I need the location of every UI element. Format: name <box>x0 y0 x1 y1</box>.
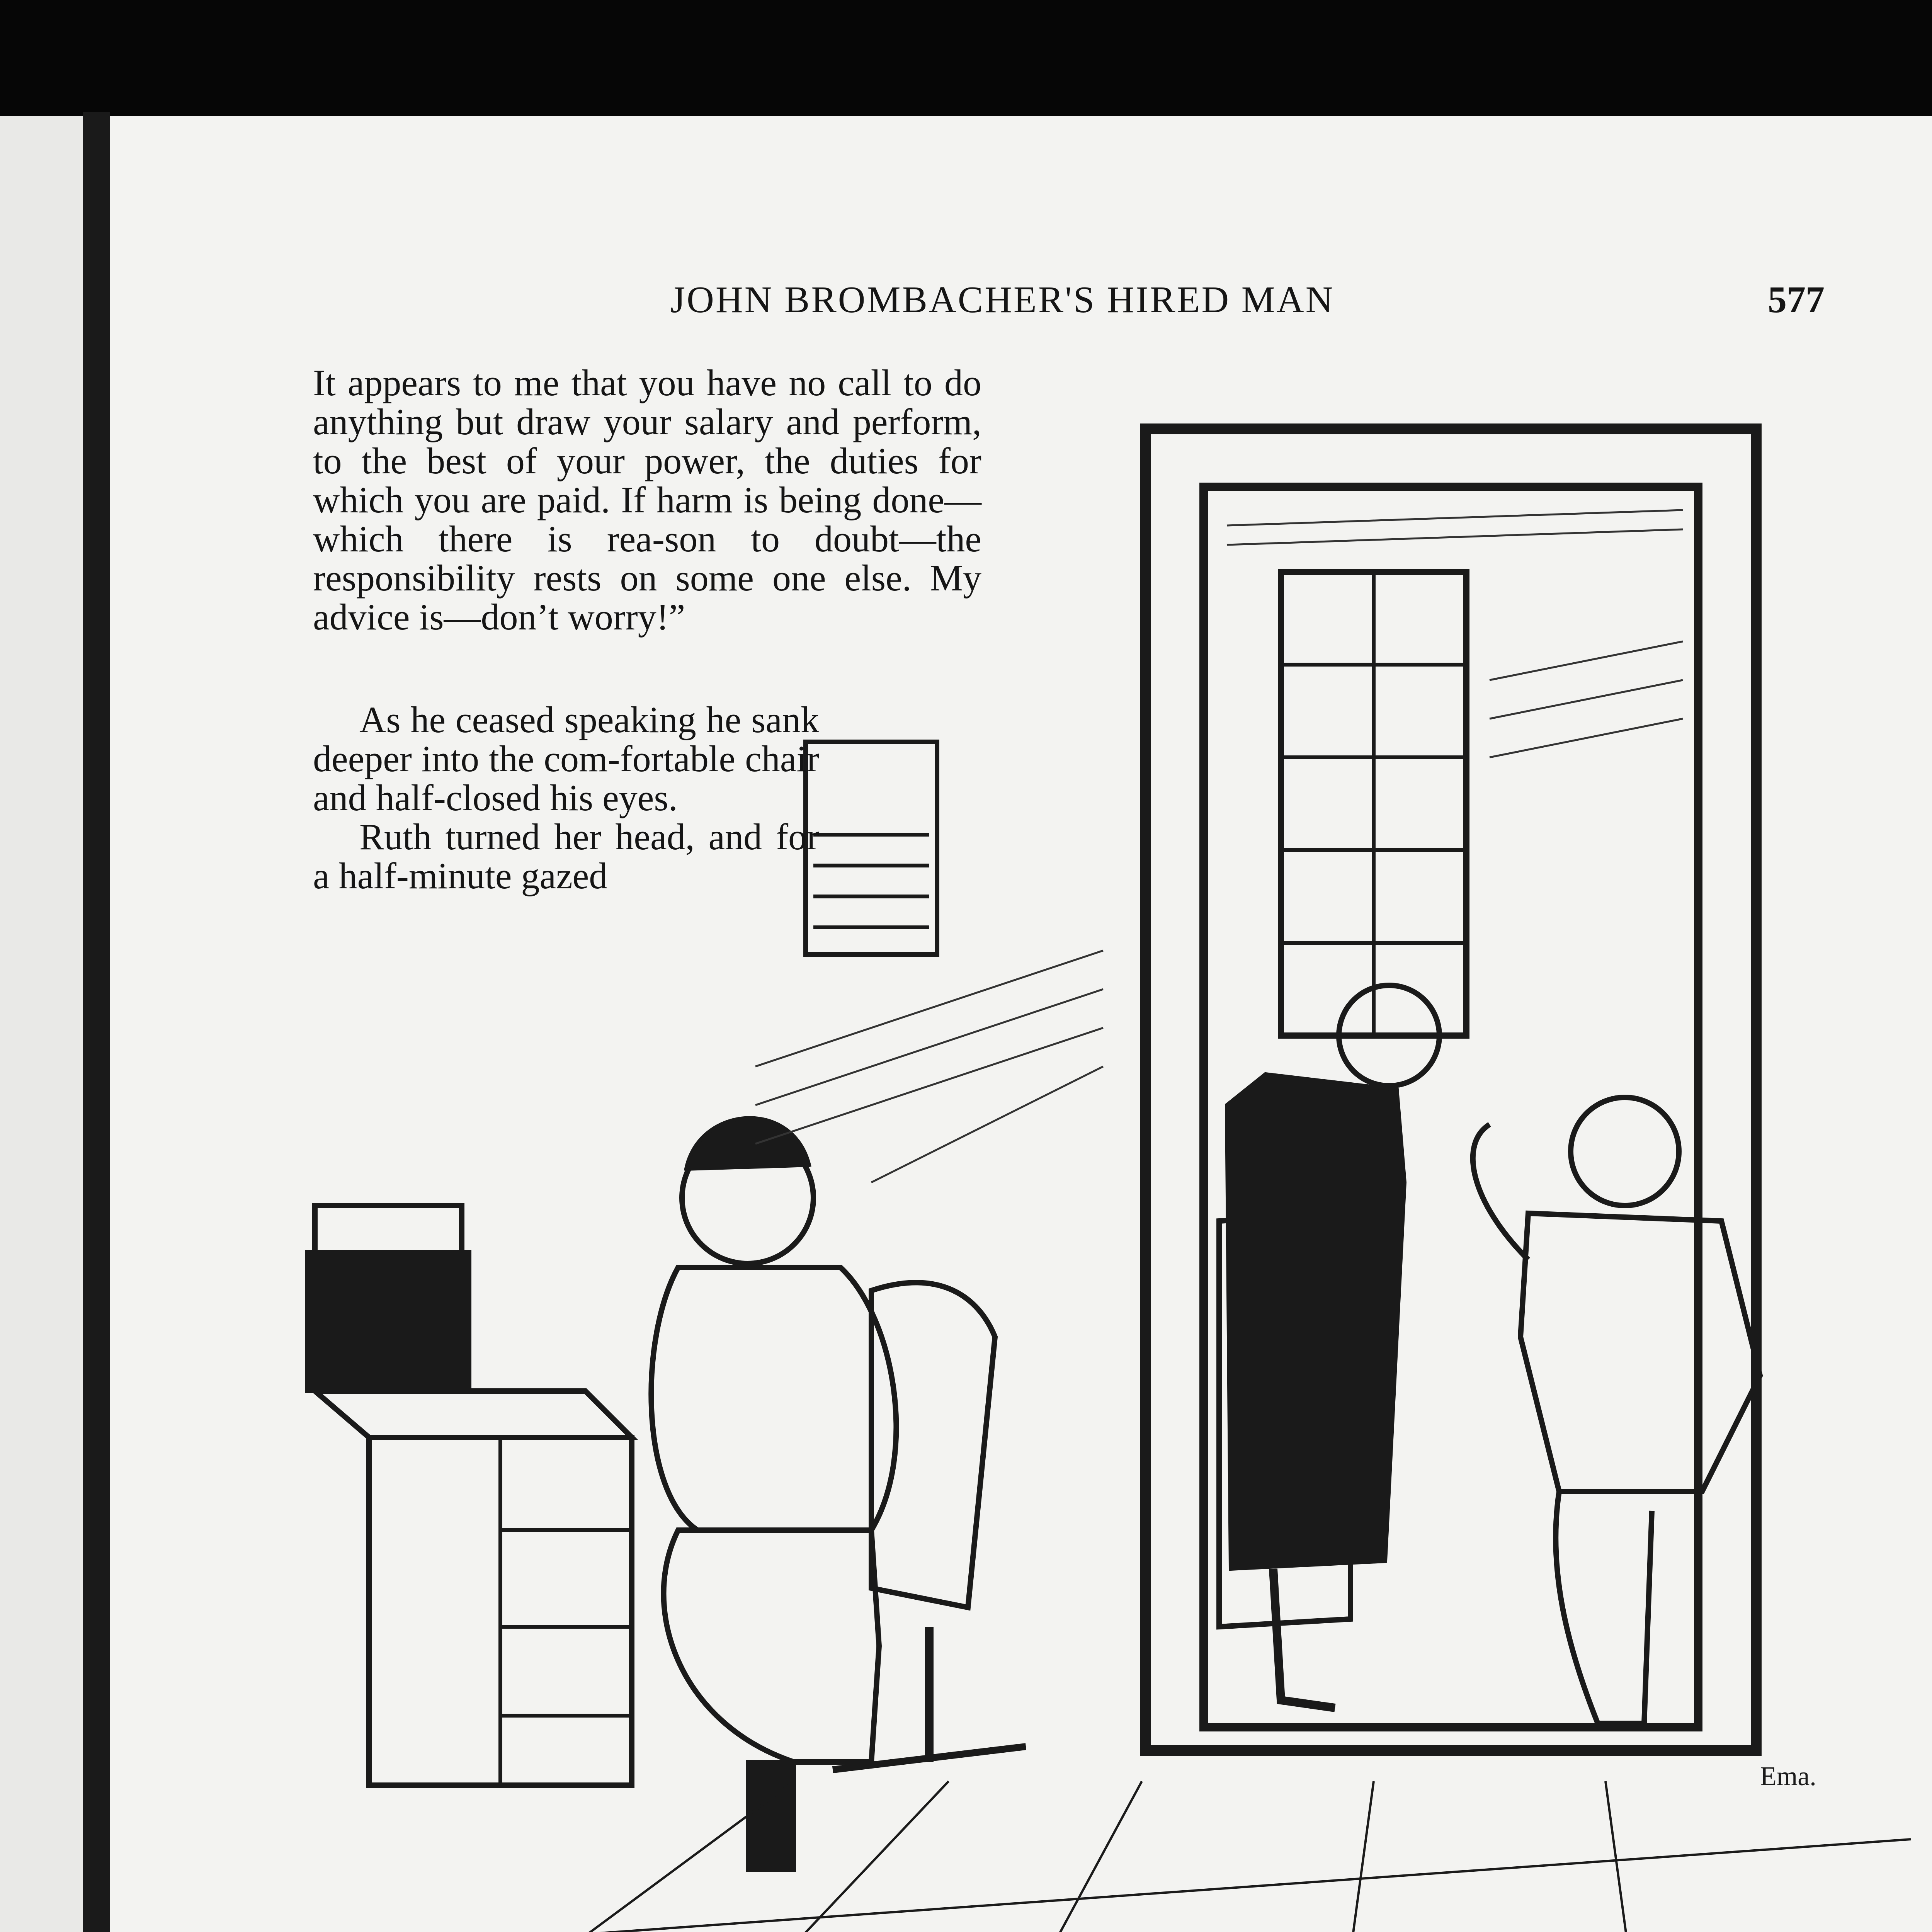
page-number: 577 <box>1768 279 1825 321</box>
facing-page-edge <box>0 116 83 1932</box>
man-standing-body <box>1227 1074 1405 1569</box>
book-gutter <box>83 112 110 1932</box>
paragraph: As he ceased speaking he sank deeper into the com-fortable chair and half-closed his eyes. <box>313 699 819 818</box>
office-chair <box>871 1282 995 1607</box>
running-title: JOHN BROMBACHER'S HIRED MAN <box>670 279 1335 321</box>
desk-top <box>315 1391 632 1437</box>
seated-man-head <box>1571 1097 1679 1206</box>
wall-calendar <box>806 742 937 954</box>
woman-body <box>651 1267 896 1530</box>
illustrator-signature: Ema. <box>1760 1762 1816 1791</box>
seated-man-body <box>1520 1213 1760 1492</box>
paragraph: It appears to me that you have no call to do anything but draw your salary and perform, to the best of your power, the duties for which you are paid. If harm is being done—which there is rea-son to doubt—the responsibility rests on some one else. My advice is—don’t worry!” <box>313 362 981 638</box>
book-page <box>110 116 1932 1932</box>
paragraph: Ruth turned her head, and for a half-minute gazed <box>313 816 819 896</box>
text-block-top <box>313 363 981 636</box>
typewriter <box>307 1252 469 1391</box>
text-block-narrow <box>313 700 819 895</box>
